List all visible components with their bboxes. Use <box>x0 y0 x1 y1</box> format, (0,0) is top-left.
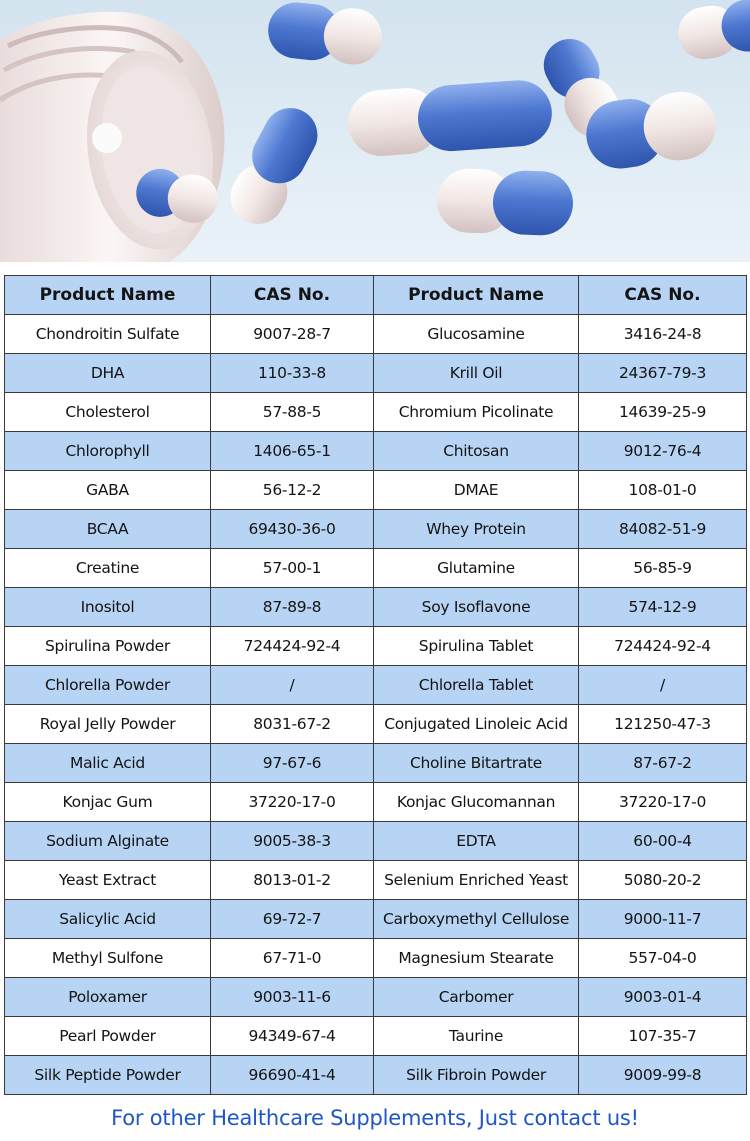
cas-no-cell: 94349-67-4 <box>211 1017 374 1056</box>
product-name-cell: EDTA <box>374 822 579 861</box>
product-name-cell: DHA <box>5 354 211 393</box>
cas-no-cell: 37220-17-0 <box>211 783 374 822</box>
cas-no-cell: 84082-51-9 <box>579 510 747 549</box>
product-name-cell: Sodium Alginate <box>5 822 211 861</box>
product-name-cell: Konjac Glucomannan <box>374 783 579 822</box>
table-row <box>5 822 747 861</box>
product-name-cell: Chlorella Powder <box>5 666 211 705</box>
column-header-cas-no: CAS No. <box>211 276 374 315</box>
product-name-cell: BCAA <box>5 510 211 549</box>
capsules-illustration <box>0 0 750 262</box>
product-name-cell: Konjac Gum <box>5 783 211 822</box>
product-name-cell: Poloxamer <box>5 978 211 1017</box>
capsule-2 <box>265 0 384 67</box>
product-name-cell: Glutamine <box>374 549 579 588</box>
bottle <box>0 12 225 262</box>
product-name-cell: Soy Isoflavone <box>374 588 579 627</box>
capsule-4 <box>346 78 554 158</box>
product-name-cell: Silk Fibroin Powder <box>374 1056 579 1095</box>
cas-no-cell: 60-00-4 <box>579 822 747 861</box>
product-name-cell: Royal Jelly Powder <box>5 705 211 744</box>
cas-no-cell: 57-88-5 <box>211 393 374 432</box>
product-name-cell: Chitosan <box>374 432 579 471</box>
contact-footer-text: For other Healthcare Supplements, Just contact us! <box>111 1106 639 1130</box>
product-name-cell: Magnesium Stearate <box>374 939 579 978</box>
product-name-cell: Taurine <box>374 1017 579 1056</box>
product-name-cell: Krill Oil <box>374 354 579 393</box>
table-row <box>5 744 747 783</box>
table-row <box>5 783 747 822</box>
cas-no-cell: / <box>211 666 374 705</box>
cas-no-cell: 724424-92-4 <box>579 627 747 666</box>
cas-no-cell: 557-04-0 <box>579 939 747 978</box>
product-name-cell: Carboxymethyl Cellulose <box>374 900 579 939</box>
product-name-cell: Whey Protein <box>374 510 579 549</box>
product-name-cell: GABA <box>5 471 211 510</box>
product-name-cell: DMAE <box>374 471 579 510</box>
product-name-cell: Conjugated Linoleic Acid <box>374 705 579 744</box>
cas-no-cell: 69-72-7 <box>211 900 374 939</box>
cas-no-cell: 87-67-2 <box>579 744 747 783</box>
cas-no-cell: 96690-41-4 <box>211 1056 374 1095</box>
cas-no-cell: 69430-36-0 <box>211 510 374 549</box>
cas-no-cell: 3416-24-8 <box>579 315 747 354</box>
product-name-cell: Chondroitin Sulfate <box>5 315 211 354</box>
cas-no-cell: 9003-11-6 <box>211 978 374 1017</box>
table-row <box>5 666 747 705</box>
cas-no-cell: 9007-28-7 <box>211 315 374 354</box>
capsule-5 <box>436 168 574 237</box>
product-name-cell: Salicylic Acid <box>5 900 211 939</box>
product-name-cell: Chlorophyll <box>5 432 211 471</box>
table-row <box>5 432 747 471</box>
cas-no-cell: 56-12-2 <box>211 471 374 510</box>
capsule-8 <box>674 0 750 63</box>
table-row <box>5 315 747 354</box>
table-row <box>5 705 747 744</box>
cas-no-cell: 108-01-0 <box>579 471 747 510</box>
table-row <box>5 978 747 1017</box>
cas-no-cell: 24367-79-3 <box>579 354 747 393</box>
cas-no-cell: 97-67-6 <box>211 744 374 783</box>
cas-no-cell: 8031-67-2 <box>211 705 374 744</box>
cas-no-cell: 9009-99-8 <box>579 1056 747 1095</box>
table-row <box>5 1056 747 1095</box>
table-row <box>5 627 747 666</box>
table-row <box>5 1017 747 1056</box>
cas-no-cell: 1406-65-1 <box>211 432 374 471</box>
product-name-cell: Creatine <box>5 549 211 588</box>
product-name-cell: Inositol <box>5 588 211 627</box>
cas-no-cell: 107-35-7 <box>579 1017 747 1056</box>
table-row <box>5 588 747 627</box>
product-name-cell: Chlorella Tablet <box>374 666 579 705</box>
cas-no-cell: 121250-47-3 <box>579 705 747 744</box>
product-name-cell: Carbomer <box>374 978 579 1017</box>
product-name-cell: Spirulina Powder <box>5 627 211 666</box>
product-name-cell: Silk Peptide Powder <box>5 1056 211 1095</box>
cas-no-cell: 574-12-9 <box>579 588 747 627</box>
cas-no-cell: 110-33-8 <box>211 354 374 393</box>
table-row <box>5 393 747 432</box>
cas-no-cell: 9012-76-4 <box>579 432 747 471</box>
table-row <box>5 549 747 588</box>
product-name-cell: Selenium Enriched Yeast <box>374 861 579 900</box>
table-row <box>5 471 747 510</box>
column-header-cas-no: CAS No. <box>579 276 747 315</box>
product-name-cell: Glucosamine <box>374 315 579 354</box>
cas-no-cell: 724424-92-4 <box>211 627 374 666</box>
table-header-row <box>5 276 747 315</box>
cas-no-cell: 5080-20-2 <box>579 861 747 900</box>
cas-no-cell: 9003-01-4 <box>579 978 747 1017</box>
capsule-3 <box>221 99 327 234</box>
cas-no-cell: 14639-25-9 <box>579 393 747 432</box>
product-name-cell: Spirulina Tablet <box>374 627 579 666</box>
column-header-product-name: Product Name <box>374 276 579 315</box>
product-name-cell: Choline Bitartrate <box>374 744 579 783</box>
table-row <box>5 939 747 978</box>
cas-no-cell: 9005-38-3 <box>211 822 374 861</box>
product-name-cell: Yeast Extract <box>5 861 211 900</box>
cas-no-cell: 67-71-0 <box>211 939 374 978</box>
product-name-cell: Chromium Picolinate <box>374 393 579 432</box>
product-name-cell: Methyl Sulfone <box>5 939 211 978</box>
cas-no-cell: 56-85-9 <box>579 549 747 588</box>
product-name-cell: Pearl Powder <box>5 1017 211 1056</box>
cas-no-cell: 8013-01-2 <box>211 861 374 900</box>
table-row <box>5 861 747 900</box>
table-row <box>5 900 747 939</box>
cas-no-cell: 57-00-1 <box>211 549 374 588</box>
supplement-cas-table <box>4 275 747 1095</box>
table-row <box>5 510 747 549</box>
product-name-cell: Malic Acid <box>5 744 211 783</box>
column-header-product-name: Product Name <box>5 276 211 315</box>
cas-no-cell: / <box>579 666 747 705</box>
cas-no-cell: 37220-17-0 <box>579 783 747 822</box>
hero-capsules-image <box>0 0 750 262</box>
product-name-cell: Cholesterol <box>5 393 211 432</box>
cas-no-cell: 87-89-8 <box>211 588 374 627</box>
cas-no-cell: 9000-11-7 <box>579 900 747 939</box>
table-row <box>5 354 747 393</box>
